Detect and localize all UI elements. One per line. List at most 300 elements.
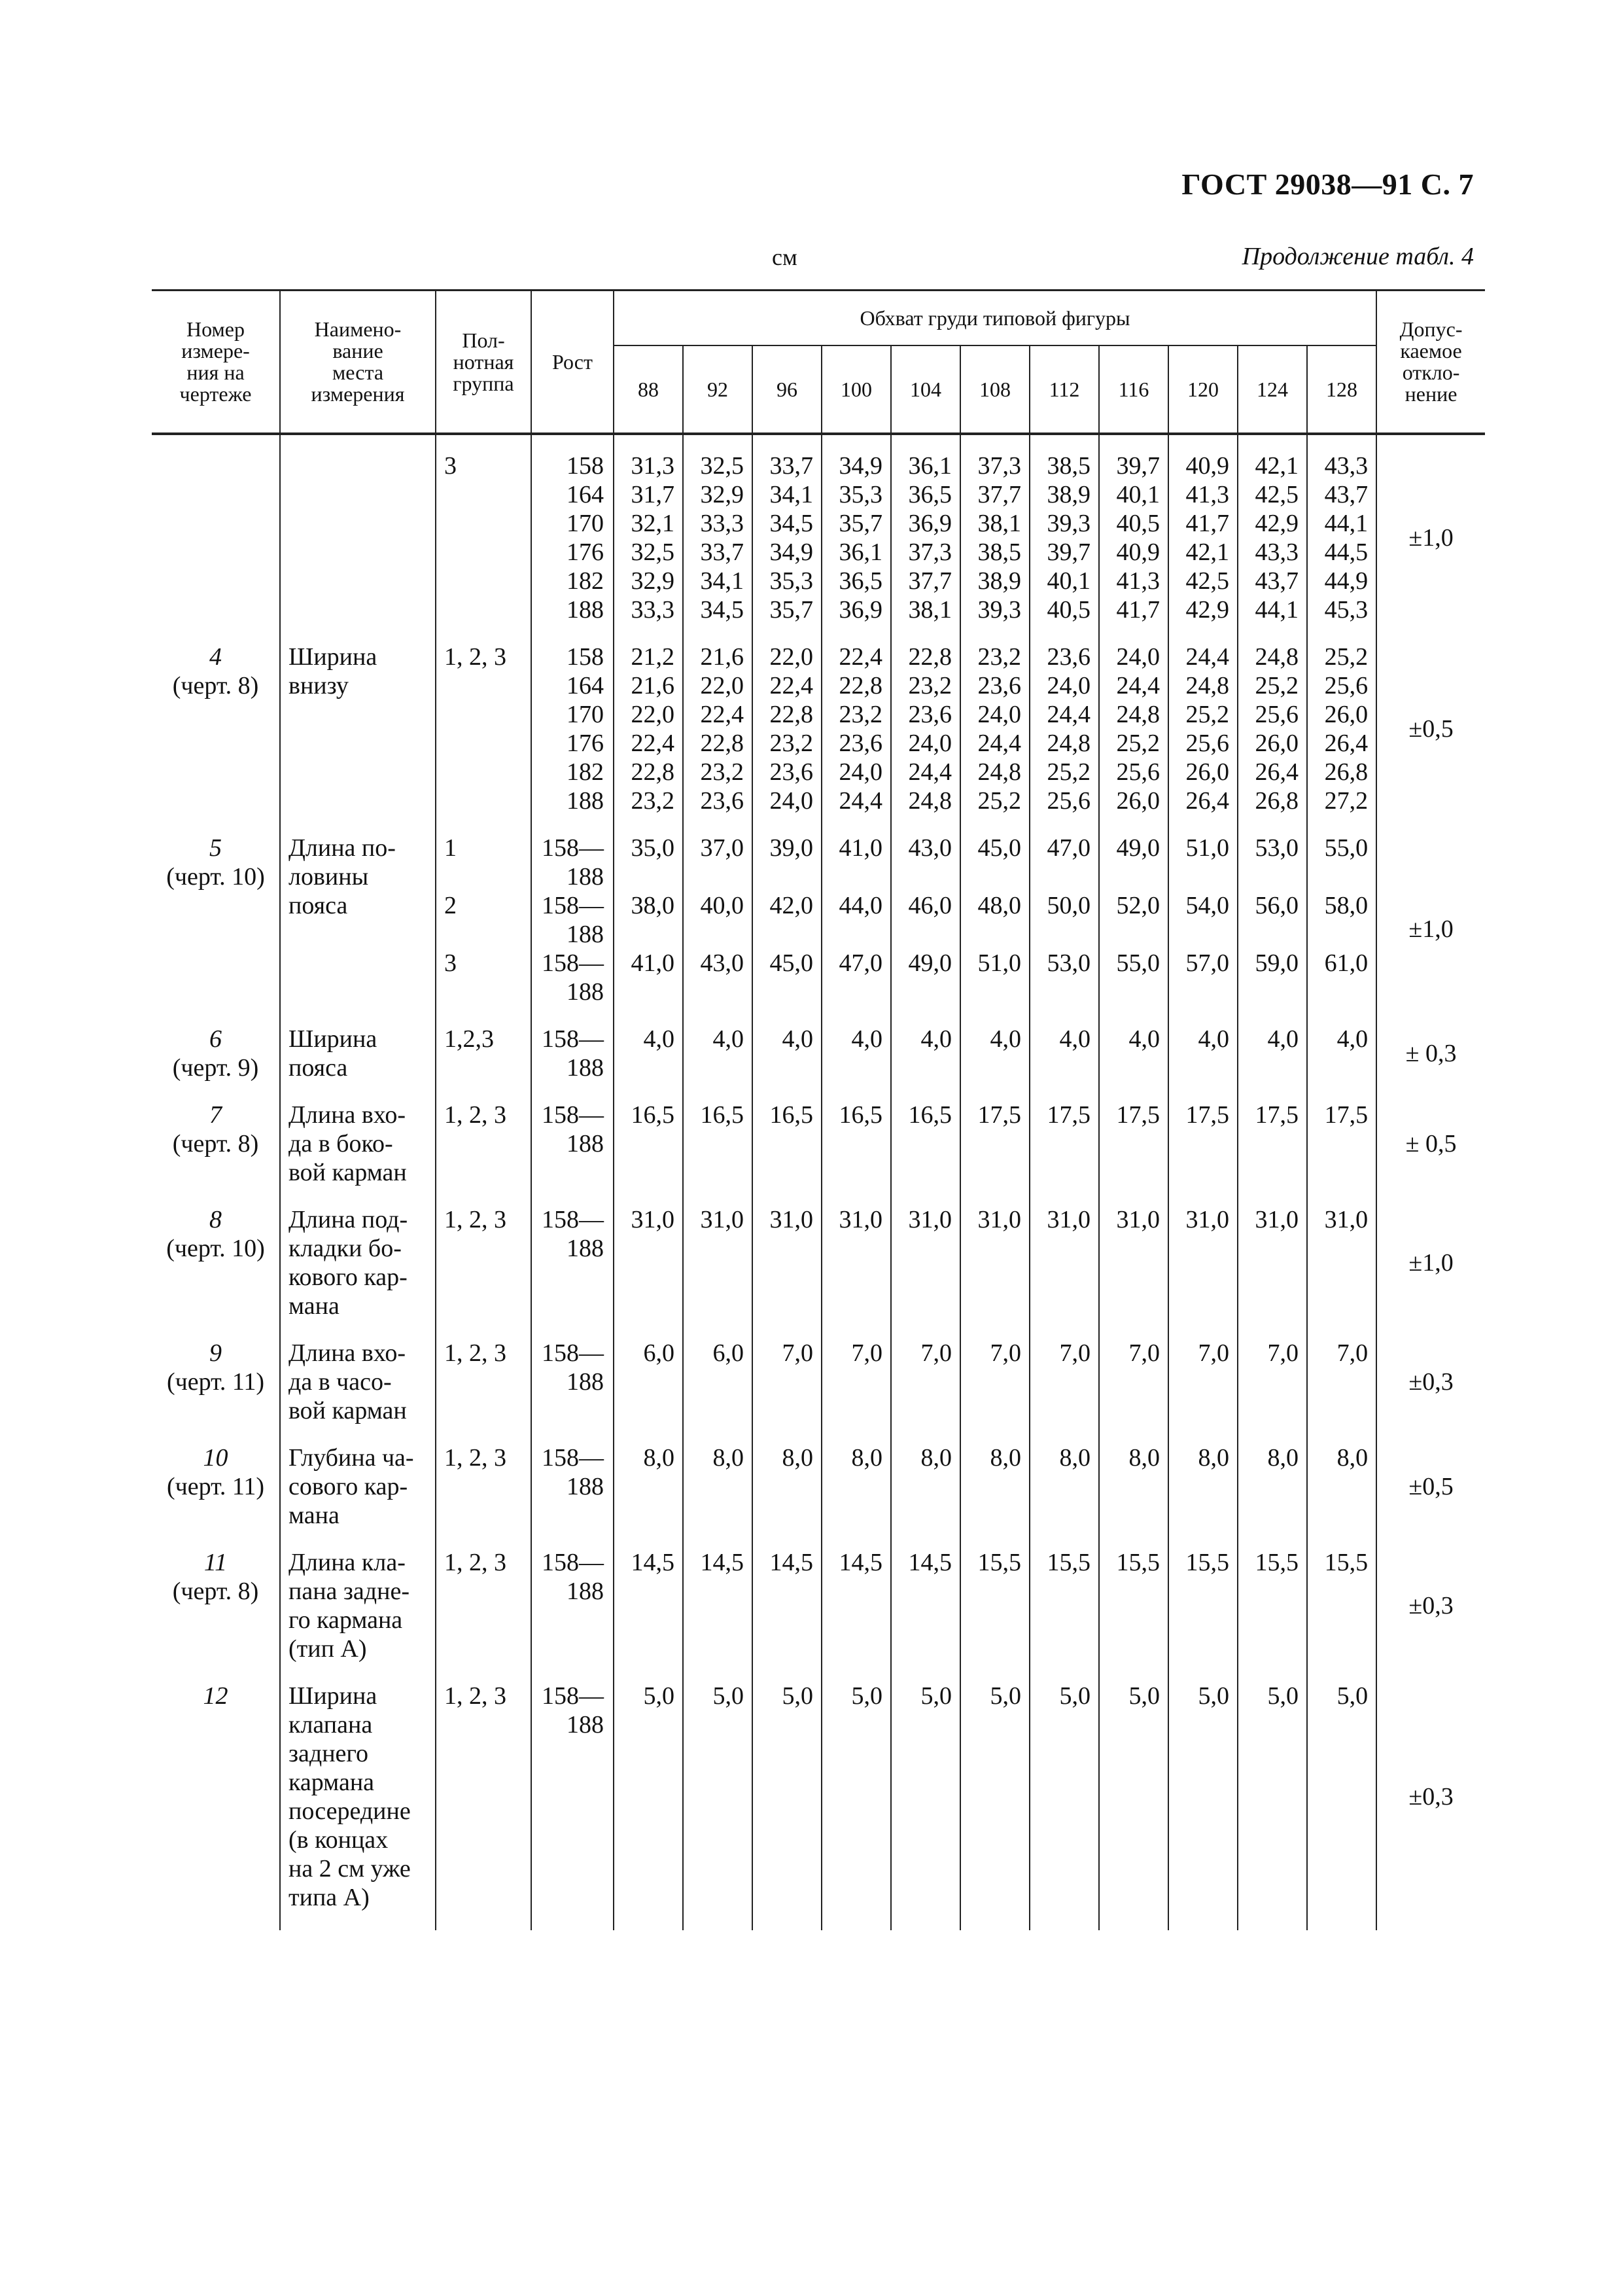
text-line: вание xyxy=(332,339,383,362)
height-cell xyxy=(531,1339,614,1443)
text-line: 40,5 xyxy=(1116,510,1160,537)
text-line: 182 xyxy=(567,758,604,786)
value-cell-112 xyxy=(1030,1101,1099,1205)
text-line: 54,0 xyxy=(1185,892,1229,919)
text-line: 26,4 xyxy=(1185,787,1229,815)
text-line: вой карман xyxy=(288,1397,407,1424)
text-line: 25,6 xyxy=(1047,787,1091,815)
value-cell-104 xyxy=(891,891,960,949)
text-line: 5,0 xyxy=(1128,1682,1160,1710)
unit-label: см xyxy=(772,244,797,270)
text-line: 8,0 xyxy=(1336,1444,1369,1472)
text-line: 51,0 xyxy=(977,949,1021,977)
text-line: 7,0 xyxy=(1267,1339,1299,1367)
text-line: 31,0 xyxy=(1185,1206,1229,1233)
text-line: кового кар- xyxy=(288,1263,408,1291)
value-cell-116 xyxy=(1099,891,1168,949)
text-line: 26,4 xyxy=(1324,730,1369,757)
height-cell xyxy=(531,1682,614,1930)
drawing-reference: (черт. 11) xyxy=(166,1368,265,1396)
measurement-place-cell xyxy=(280,1682,436,1930)
value-cell-124 xyxy=(1238,1205,1307,1339)
text-line: 44,0 xyxy=(839,892,882,919)
text-line: 39,7 xyxy=(1116,452,1160,480)
text-line: 44,1 xyxy=(1255,596,1299,624)
text-line: 5,0 xyxy=(712,1682,744,1710)
chest-size-88: 88 xyxy=(614,345,683,434)
text-line: 32,9 xyxy=(700,481,744,508)
measurement-number: 6 xyxy=(209,1025,222,1053)
chest-size-120: 120 xyxy=(1168,345,1238,434)
value-cell-108 xyxy=(960,1548,1030,1682)
text-line: 51,0 xyxy=(1185,834,1229,862)
value-cell-108 xyxy=(960,451,1030,643)
text-line: посередине xyxy=(288,1797,411,1825)
text-line: 24,4 xyxy=(1185,643,1229,671)
chest-size-128: 128 xyxy=(1307,345,1376,434)
chest-size-96: 96 xyxy=(752,345,822,434)
height-cell xyxy=(531,891,614,949)
text-line: 31,0 xyxy=(769,1206,813,1233)
value-cell-124 xyxy=(1238,1548,1307,1682)
text-line: 36,5 xyxy=(839,567,882,595)
table-row xyxy=(152,451,1485,643)
text-line: 36,1 xyxy=(839,539,882,566)
measurement-place-cell xyxy=(280,834,436,1025)
value-cell-104 xyxy=(891,1682,960,1930)
table-row xyxy=(152,834,1485,891)
measurement-number: 8 xyxy=(209,1206,222,1233)
text-line: 8,0 xyxy=(782,1444,813,1472)
height-cell xyxy=(531,1205,614,1339)
value-cell-96 xyxy=(752,643,822,834)
text-line: 23,2 xyxy=(977,643,1021,671)
text-line: 49,0 xyxy=(908,949,952,977)
text-line: 50,0 xyxy=(1047,892,1091,919)
text-line: 170 xyxy=(567,701,604,728)
value-cell-88 xyxy=(614,834,683,891)
text-line: 23,6 xyxy=(908,701,952,728)
value-cell-100 xyxy=(822,1205,891,1339)
text-line: 188 xyxy=(567,1578,604,1605)
text-line: 158— xyxy=(542,1025,604,1053)
value-cell-120 xyxy=(1168,949,1238,1025)
text-line: 5,0 xyxy=(1336,1682,1369,1710)
value-cell-100 xyxy=(822,891,891,949)
tolerance-cell: ±0,5 xyxy=(1376,1443,1485,1548)
text-line: 24,8 xyxy=(1047,730,1091,757)
text-line: 22,4 xyxy=(700,701,744,728)
text-line: пана задне- xyxy=(288,1578,410,1605)
text-line: 32,5 xyxy=(700,452,744,480)
drawing-reference: (черт. 8) xyxy=(172,1578,259,1605)
measurements-table xyxy=(152,289,1485,1930)
text-line: 16,5 xyxy=(839,1101,882,1129)
text-line: 5,0 xyxy=(782,1682,813,1710)
value-cell-128 xyxy=(1307,643,1376,834)
text-line: 22,8 xyxy=(631,758,674,786)
text-line: 8,0 xyxy=(712,1444,744,1472)
text-line: го кармана xyxy=(288,1606,403,1634)
text-line: 5,0 xyxy=(851,1682,882,1710)
text-line: 17,5 xyxy=(1255,1101,1299,1129)
value-cell-120 xyxy=(1168,1443,1238,1548)
tolerance-cell: ± 0,3 xyxy=(1376,1025,1485,1101)
text-line: 32,1 xyxy=(631,510,674,537)
text-line: 38,5 xyxy=(977,539,1021,566)
value-cell-124 xyxy=(1238,891,1307,949)
text-line: 4,0 xyxy=(990,1025,1021,1053)
text-line: Пол- xyxy=(462,328,505,352)
value-cell-96 xyxy=(752,1101,822,1205)
text-line: 24,0 xyxy=(1116,643,1160,671)
text-line: 4,0 xyxy=(1128,1025,1160,1053)
tolerance-cell: ±0,3 xyxy=(1376,1339,1485,1443)
text-line: 182 xyxy=(567,567,604,595)
text-line: 5,0 xyxy=(920,1682,952,1710)
text-line: 4,0 xyxy=(920,1025,952,1053)
text-line: 22,8 xyxy=(700,730,744,757)
text-line: 158— xyxy=(542,1339,604,1367)
text-line: 4,0 xyxy=(1059,1025,1091,1053)
text-line: 45,0 xyxy=(977,834,1021,862)
fullness-group-cell: 1 xyxy=(436,834,531,891)
text-line: 5,0 xyxy=(1267,1682,1299,1710)
text-line: 188 xyxy=(567,921,604,948)
text-line: 188 xyxy=(567,1711,604,1739)
table-row xyxy=(152,1682,1485,1930)
text-line: 37,7 xyxy=(908,567,952,595)
table-continuation-label: Продолжение табл. 4 xyxy=(1242,243,1474,270)
text-line: 16,5 xyxy=(769,1101,813,1129)
value-cell-108 xyxy=(960,834,1030,891)
text-line: 35,3 xyxy=(769,567,813,595)
tolerance-cell: ±0,3 xyxy=(1376,1548,1485,1682)
value-cell-108 xyxy=(960,643,1030,834)
text-line: 37,3 xyxy=(908,539,952,566)
value-cell-100 xyxy=(822,949,891,1025)
text-line: 26,8 xyxy=(1255,787,1299,815)
text-line: 42,0 xyxy=(769,892,813,919)
value-cell-120 xyxy=(1168,1339,1238,1443)
text-line: 22,8 xyxy=(769,701,813,728)
text-line: 158— xyxy=(542,834,604,862)
measurement-place-cell xyxy=(280,1443,436,1548)
text-line: 31,0 xyxy=(908,1206,952,1233)
text-line: 4,0 xyxy=(1267,1025,1299,1053)
value-cell-92 xyxy=(683,1205,752,1339)
value-cell-124 xyxy=(1238,1339,1307,1443)
text-line: 24,8 xyxy=(977,758,1021,786)
text-line: 34,1 xyxy=(769,481,813,508)
height-cell xyxy=(531,1101,614,1205)
text-line: 23,6 xyxy=(769,758,813,786)
measurement-number: 4 xyxy=(209,643,222,671)
text-line: 38,9 xyxy=(1047,481,1091,508)
text-line: Глубина ча- xyxy=(288,1444,414,1472)
value-cell-96 xyxy=(752,1339,822,1443)
tolerance-cell: ±0,3 xyxy=(1376,1682,1485,1930)
text-line: 41,3 xyxy=(1116,567,1160,595)
text-line: 24,4 xyxy=(1116,672,1160,699)
text-line: 43,7 xyxy=(1255,567,1299,595)
value-cell-92 xyxy=(683,1339,752,1443)
text-line: 5,0 xyxy=(1198,1682,1229,1710)
table-row xyxy=(152,1548,1485,1682)
text-line: 164 xyxy=(567,672,604,699)
value-cell-88 xyxy=(614,949,683,1025)
text-line: 33,3 xyxy=(700,510,744,537)
drawing-reference: (черт. 9) xyxy=(172,1054,259,1082)
measurement-number-cell xyxy=(152,1548,280,1682)
text-line: 7,0 xyxy=(1336,1339,1369,1367)
text-line: 8,0 xyxy=(1059,1444,1091,1472)
spacer-row xyxy=(152,434,1485,451)
text-line: 158 xyxy=(567,643,604,671)
text-line: 24,8 xyxy=(1185,672,1229,699)
text-line: 14,5 xyxy=(700,1549,744,1576)
text-line: 176 xyxy=(567,730,604,757)
table-row xyxy=(152,1443,1485,1548)
measurement-place-cell xyxy=(280,1205,436,1339)
text-line: 22,8 xyxy=(839,672,882,699)
text-line: 158— xyxy=(542,892,604,919)
text-line: 42,9 xyxy=(1185,596,1229,624)
text-line: 40,1 xyxy=(1116,481,1160,508)
text-line: Длина вхо- xyxy=(288,1101,406,1129)
text-line: 23,6 xyxy=(700,787,744,815)
value-cell-104 xyxy=(891,1025,960,1101)
value-cell-128 xyxy=(1307,891,1376,949)
tolerance-cell: ± 0,5 xyxy=(1376,1101,1485,1205)
text-line: 31,0 xyxy=(1324,1206,1369,1233)
value-cell-120 xyxy=(1168,451,1238,643)
page-title: ГОСТ 29038—91 С. 7 xyxy=(1181,168,1474,201)
text-line: 61,0 xyxy=(1324,949,1369,977)
fullness-group-cell: 2 xyxy=(436,891,531,949)
text-line: 31,3 xyxy=(631,452,674,480)
chest-size-104: 104 xyxy=(891,345,960,434)
text-line: 8,0 xyxy=(990,1444,1021,1472)
text-line: 25,6 xyxy=(1185,730,1229,757)
value-cell-88 xyxy=(614,1205,683,1339)
value-cell-120 xyxy=(1168,834,1238,891)
text-line: 37,3 xyxy=(977,452,1021,480)
fullness-group-cell: 1, 2, 3 xyxy=(436,1443,531,1548)
text-line: измере- xyxy=(181,339,250,362)
text-line: 6,0 xyxy=(712,1339,744,1367)
table-row xyxy=(152,643,1485,834)
text-line: 21,6 xyxy=(631,672,674,699)
text-line: 44,1 xyxy=(1324,510,1369,537)
drawing-reference: (черт. 8) xyxy=(172,672,259,699)
value-cell-92 xyxy=(683,1682,752,1930)
text-line: 33,7 xyxy=(700,539,744,566)
text-line: 24,4 xyxy=(977,730,1021,757)
value-cell-128 xyxy=(1307,1548,1376,1682)
text-line: 17,5 xyxy=(1324,1101,1369,1129)
text-line: 33,3 xyxy=(631,596,674,624)
text-line: клапана xyxy=(288,1711,373,1739)
fullness-group-cell: 1,2,3 xyxy=(436,1025,531,1101)
value-cell-120 xyxy=(1168,1682,1238,1930)
text-line: 43,0 xyxy=(908,834,952,862)
text-line: 17,5 xyxy=(977,1101,1021,1129)
text-line: 55,0 xyxy=(1324,834,1369,862)
value-cell-108 xyxy=(960,1025,1030,1101)
text-line: 15,5 xyxy=(1255,1549,1299,1576)
text-line: нение xyxy=(1405,382,1457,406)
text-line: кладки бо- xyxy=(288,1235,402,1262)
value-cell-96 xyxy=(752,1548,822,1682)
text-line: 22,4 xyxy=(839,643,882,671)
text-line: 26,4 xyxy=(1255,758,1299,786)
text-line: 158— xyxy=(542,1549,604,1576)
header-fullness-group xyxy=(436,291,531,434)
text-line: 158— xyxy=(542,949,604,977)
text-line: 15,5 xyxy=(1185,1549,1229,1576)
text-line: 24,4 xyxy=(908,758,952,786)
text-line: 52,0 xyxy=(1116,892,1160,919)
value-cell-100 xyxy=(822,1025,891,1101)
text-line: нотная xyxy=(453,349,514,374)
value-cell-128 xyxy=(1307,1443,1376,1548)
value-cell-100 xyxy=(822,834,891,891)
text-line: 24,4 xyxy=(839,787,882,815)
table-row xyxy=(152,1101,1485,1205)
value-cell-92 xyxy=(683,1443,752,1548)
value-cell-112 xyxy=(1030,949,1099,1025)
value-cell-108 xyxy=(960,1101,1030,1205)
measurement-number: 5 xyxy=(209,834,222,862)
value-cell-124 xyxy=(1238,1025,1307,1101)
value-cell-124 xyxy=(1238,1682,1307,1930)
height-cell xyxy=(531,451,614,643)
text-line: 36,1 xyxy=(908,452,952,480)
text-line: 4,0 xyxy=(851,1025,882,1053)
text-line: 188 xyxy=(567,1130,604,1157)
text-line: 15,5 xyxy=(977,1549,1021,1576)
value-cell-120 xyxy=(1168,1101,1238,1205)
height-cell xyxy=(531,1443,614,1548)
text-line: 43,3 xyxy=(1255,539,1299,566)
measurement-number-cell xyxy=(152,834,280,1025)
text-line: 44,9 xyxy=(1324,567,1369,595)
value-cell-88 xyxy=(614,643,683,834)
header-tolerance xyxy=(1376,291,1485,434)
table-row xyxy=(152,1025,1485,1101)
value-cell-104 xyxy=(891,1101,960,1205)
fullness-group-cell: 3 xyxy=(436,949,531,1025)
value-cell-88 xyxy=(614,1682,683,1930)
text-line: 57,0 xyxy=(1185,949,1229,977)
text-line: 158— xyxy=(542,1682,604,1710)
text-line: 23,6 xyxy=(977,672,1021,699)
text-line: 23,2 xyxy=(631,787,674,815)
text-line: 22,8 xyxy=(908,643,952,671)
text-line: Длина под- xyxy=(288,1206,408,1233)
header-height: Рост xyxy=(531,291,614,434)
text-line: Допус- xyxy=(1399,317,1463,341)
value-cell-124 xyxy=(1238,949,1307,1025)
value-cell-100 xyxy=(822,643,891,834)
text-line: 39,7 xyxy=(1047,539,1091,566)
chest-size-124: 124 xyxy=(1238,345,1307,434)
measurement-number: 9 xyxy=(209,1339,222,1367)
text-line: 24,0 xyxy=(769,787,813,815)
text-line: 56,0 xyxy=(1255,892,1299,919)
value-cell-104 xyxy=(891,643,960,834)
value-cell-124 xyxy=(1238,834,1307,891)
value-cell-92 xyxy=(683,1101,752,1205)
value-cell-124 xyxy=(1238,1101,1307,1205)
text-line: 42,9 xyxy=(1255,510,1299,537)
text-line: 158— xyxy=(542,1101,604,1129)
tolerance-cell: ±0,5 xyxy=(1376,643,1485,834)
text-line: 35,7 xyxy=(769,596,813,624)
text-line: 188 xyxy=(567,863,604,891)
header-chest-girth: Обхват груди типовой фигуры xyxy=(614,291,1376,346)
text-line: Ширина xyxy=(288,1025,377,1053)
chest-size-108: 108 xyxy=(960,345,1030,434)
text-line: 25,2 xyxy=(1116,730,1160,757)
value-cell-128 xyxy=(1307,1101,1376,1205)
value-cell-116 xyxy=(1099,1025,1168,1101)
text-line: 42,5 xyxy=(1255,481,1299,508)
text-line: 22,4 xyxy=(631,730,674,757)
text-line: 8,0 xyxy=(851,1444,882,1472)
text-line: 16,5 xyxy=(700,1101,744,1129)
text-line: 5,0 xyxy=(990,1682,1021,1710)
value-cell-108 xyxy=(960,1205,1030,1339)
value-cell-96 xyxy=(752,834,822,891)
text-line: 7,0 xyxy=(1059,1339,1091,1367)
fullness-group-cell: 1, 2, 3 xyxy=(436,1101,531,1205)
text-line: 41,0 xyxy=(631,949,674,977)
text-line: ловины xyxy=(288,863,369,891)
text-line: 45,0 xyxy=(769,949,813,977)
text-line: пояса xyxy=(288,1054,348,1082)
table-row xyxy=(152,1339,1485,1443)
text-line: 170 xyxy=(567,510,604,537)
text-line: 31,0 xyxy=(977,1206,1021,1233)
text-line: 35,3 xyxy=(839,481,882,508)
text-line: 7,0 xyxy=(1198,1339,1229,1367)
value-cell-120 xyxy=(1168,1548,1238,1682)
measurement-number: 7 xyxy=(209,1101,222,1129)
text-line: 26,0 xyxy=(1185,758,1229,786)
text-line: 24,4 xyxy=(1047,701,1091,728)
text-line: 25,2 xyxy=(977,787,1021,815)
text-line: 16,5 xyxy=(908,1101,952,1129)
text-line: 48,0 xyxy=(977,892,1021,919)
text-line: 36,5 xyxy=(908,481,952,508)
text-line: 23,2 xyxy=(700,758,744,786)
measurement-number-cell xyxy=(152,1443,280,1548)
text-line: откло- xyxy=(1402,361,1460,384)
value-cell-124 xyxy=(1238,1443,1307,1548)
text-line: 40,9 xyxy=(1185,452,1229,480)
value-cell-96 xyxy=(752,1682,822,1930)
height-cell xyxy=(531,834,614,891)
value-cell-112 xyxy=(1030,834,1099,891)
table-header xyxy=(152,291,1485,434)
text-line: 42,1 xyxy=(1255,452,1299,480)
value-cell-96 xyxy=(752,1443,822,1548)
value-cell-88 xyxy=(614,451,683,643)
text-line: 188 xyxy=(567,1473,604,1500)
text-line: 15,5 xyxy=(1047,1549,1091,1576)
